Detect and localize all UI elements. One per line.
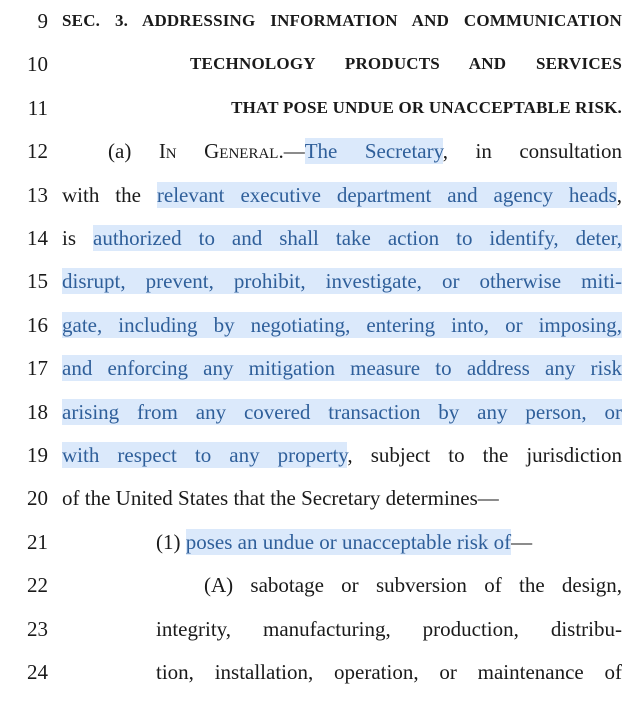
text-segment: (A) sabotage or subversion of the design, bbox=[204, 573, 622, 598]
text-segment: tion, installation, operation, or maintenance of bbox=[156, 660, 622, 684]
document-line bbox=[0, 310, 644, 340]
text-segment: integrity, manufacturing, production, distribu- bbox=[156, 616, 622, 641]
text-segment: — bbox=[511, 529, 533, 554]
document-line bbox=[0, 49, 644, 79]
line-text bbox=[62, 266, 622, 296]
text-segment: (1) bbox=[156, 529, 186, 554]
document-line bbox=[0, 266, 644, 296]
document-line bbox=[0, 136, 644, 166]
line-text bbox=[190, 93, 622, 123]
document-line bbox=[0, 440, 644, 470]
text-segment: (a) bbox=[108, 139, 159, 164]
document-line bbox=[0, 223, 644, 253]
line-text bbox=[62, 310, 622, 340]
line-text bbox=[204, 570, 622, 600]
text-segment: SEC. 3. ADDRESSING INFORMATION AND COMMUNICATION bbox=[62, 11, 622, 30]
line-number: 22 bbox=[27, 573, 48, 598]
text-segment: , in consultation bbox=[442, 139, 622, 164]
line-number: 9 bbox=[37, 9, 48, 33]
text-segment: In General bbox=[158, 139, 279, 164]
line-text bbox=[156, 527, 622, 557]
line-text bbox=[156, 657, 622, 687]
document-line bbox=[0, 657, 644, 687]
line-number: 21 bbox=[27, 529, 48, 554]
line-number: 15 bbox=[27, 269, 48, 294]
highlighted-text[interactable]: arising from any covered transaction by any person, or bbox=[62, 399, 622, 424]
line-text bbox=[190, 49, 622, 79]
line-text bbox=[62, 397, 622, 427]
line-number: 14 bbox=[27, 226, 48, 250]
line-number: 12 bbox=[27, 139, 48, 164]
highlighted-text[interactable]: authorized to and shall take action to identify, deter, bbox=[93, 226, 622, 250]
document-line bbox=[0, 93, 644, 123]
text-segment: , subject to the jurisdiction bbox=[347, 443, 622, 467]
line-number: 16 bbox=[27, 312, 48, 337]
highlighted-text[interactable]: poses an undue or unacceptable risk of bbox=[185, 529, 512, 554]
text-segment: THAT POSE UNDUE OR UNACCEPTABLE RISK. bbox=[231, 97, 622, 117]
line-number: 24 bbox=[27, 660, 48, 684]
line-number: 18 bbox=[27, 399, 48, 424]
document-line bbox=[0, 614, 644, 644]
line-number: 10 bbox=[27, 52, 48, 77]
document-line bbox=[0, 527, 644, 557]
line-number: 17 bbox=[27, 356, 48, 381]
highlighted-text[interactable]: with respect to any property bbox=[62, 443, 348, 467]
highlighted-text[interactable]: The Secretary bbox=[304, 139, 443, 164]
line-text bbox=[62, 6, 622, 36]
document-line bbox=[0, 180, 644, 210]
line-text bbox=[156, 614, 622, 644]
document-line bbox=[0, 570, 644, 600]
line-number: 23 bbox=[27, 616, 48, 641]
highlighted-text[interactable]: gate, including by negotiating, entering into, or imposing, bbox=[62, 312, 622, 337]
line-text bbox=[62, 483, 622, 513]
highlighted-text[interactable]: relevant executive department and agency heads bbox=[156, 182, 617, 207]
highlighted-text[interactable]: and enforcing any mitigation measure to address any risk bbox=[62, 356, 622, 381]
line-text bbox=[62, 353, 622, 383]
line-text bbox=[108, 136, 622, 166]
text-segment: TECHNOLOGY PRODUCTS AND SERVICES bbox=[190, 54, 622, 74]
text-segment: with the bbox=[62, 182, 157, 207]
document-line bbox=[0, 483, 644, 513]
text-segment: is bbox=[62, 226, 93, 250]
line-number: 13 bbox=[27, 182, 48, 207]
document-line bbox=[0, 397, 644, 427]
line-number: 20 bbox=[27, 486, 48, 511]
text-segment: of the United States that the Secretary determines— bbox=[62, 486, 499, 511]
highlighted-text[interactable]: disrupt, prevent, prohibit, investigate, or otherwise miti- bbox=[62, 269, 622, 294]
document-line bbox=[0, 353, 644, 383]
line-text bbox=[62, 223, 622, 253]
document-line bbox=[0, 6, 644, 36]
line-text bbox=[62, 180, 622, 210]
line-text bbox=[62, 440, 622, 470]
line-number: 11 bbox=[27, 95, 48, 120]
text-segment: , bbox=[616, 182, 622, 207]
line-number: 19 bbox=[27, 443, 48, 467]
text-segment: .— bbox=[278, 139, 305, 164]
